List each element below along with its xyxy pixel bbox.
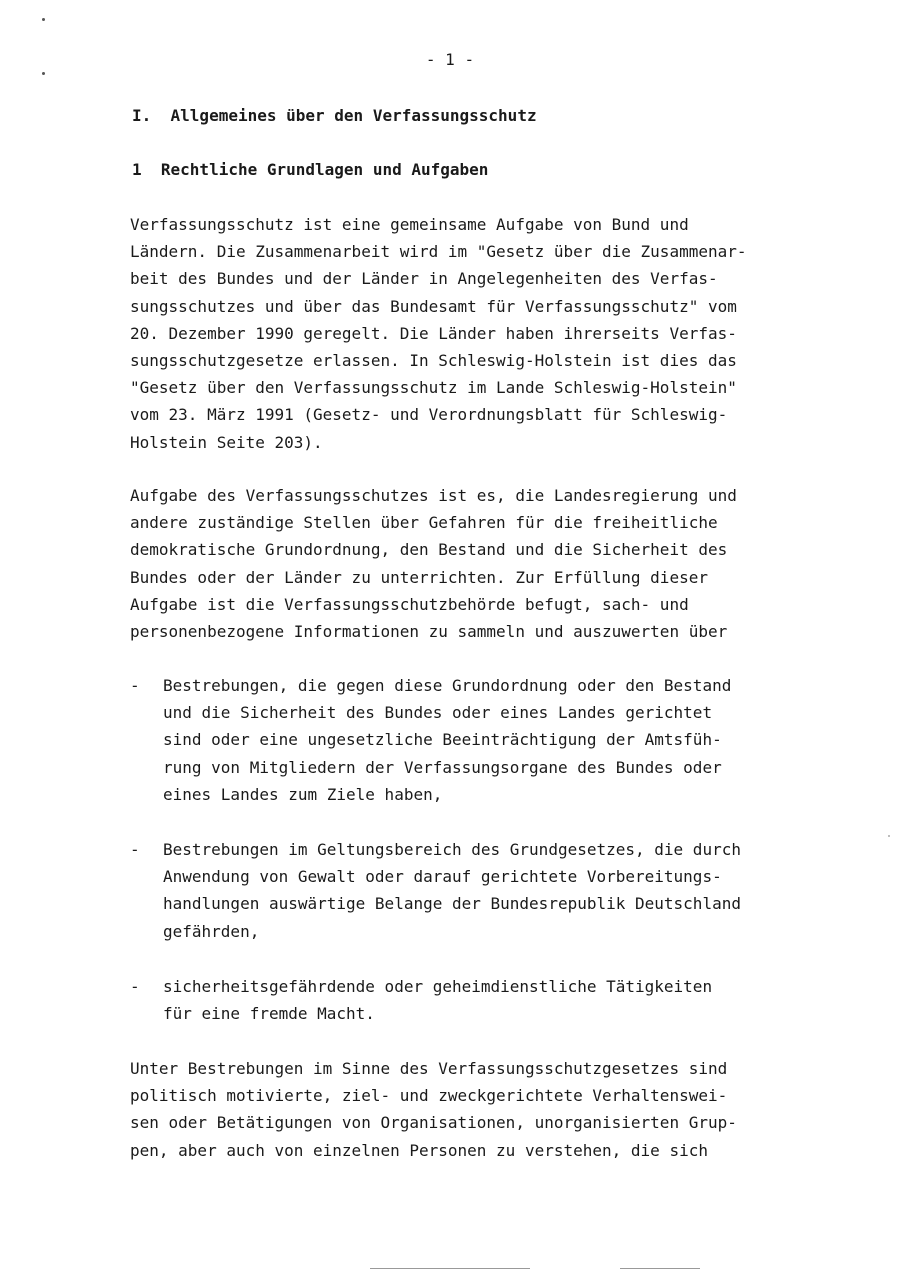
text-line: "Gesetz über den Verfassungsschutz im Lande Schleswig-Holstein" — [130, 378, 737, 398]
scan-speck — [42, 72, 45, 75]
paragraph-2 — [130, 482, 850, 645]
scan-speck — [42, 18, 45, 21]
text-line: andere zuständige Stellen über Gefahren für die freiheitliche — [130, 513, 718, 533]
text-line: handlungen auswärtige Belange der Bundesrepublik Deutschland — [163, 894, 741, 914]
text-line: demokratische Grundordnung, den Bestand und die Sicherheit des — [130, 540, 728, 560]
text-line: pen, aber auch von einzelnen Personen zu verstehen, die sich — [130, 1140, 708, 1160]
section-heading: I. Allgemeines über den Verfassungsschutz — [132, 106, 537, 125]
text-line: rung von Mitgliedern der Verfassungsorgane des Bundes oder — [163, 757, 722, 777]
text-line: sungsschutzgesetze erlassen. In Schleswig-Holstein ist dies das — [130, 350, 737, 370]
text-line: Bestrebungen im Geltungsbereich des Grundgesetzes, die durch — [163, 840, 741, 859]
text-line: politisch motivierte, ziel- und zweckgerichtete Verhaltenswei- — [130, 1086, 728, 1106]
text-line: sungsschutzes und über das Bundesamt für Verfassungsschutz" vom — [130, 296, 737, 316]
text-line: eines Landes zum Ziele haben, — [163, 784, 443, 804]
text-line: Unter Bestrebungen im Sinne des Verfassungsschutzgesetzes sind — [130, 1059, 728, 1078]
text-line: Aufgabe ist die Verfassungsschutzbehörde befugt, sach- und — [130, 594, 689, 614]
paragraph-1 — [130, 211, 850, 456]
bullet-marker: - — [130, 676, 140, 695]
text-line: Aufgabe des Verfassungsschutzes ist es, die Landesregierung und — [130, 486, 737, 505]
scan-speck — [888, 835, 890, 837]
text-line: gefährden, — [163, 921, 260, 941]
text-line: sicherheitsgefährdende oder geheimdienstliche Tätigkeiten — [163, 977, 713, 996]
bullet-marker: - — [130, 840, 140, 859]
text-line: sen oder Betätigungen von Organisationen, unorganisierten Grup- — [130, 1113, 737, 1133]
text-line: und die Sicherheit des Bundes oder eines Landes gerichtet — [163, 703, 713, 723]
text-line: sind oder eine ungesetzliche Beeinträchtigung der Amtsfüh- — [163, 730, 722, 750]
text-line: für eine fremde Macht. — [163, 1004, 375, 1024]
text-line: Ländern. Die Zusammenarbeit wird im "Gesetz über die Zusammenar- — [130, 242, 747, 262]
text-line: personenbezogene Informationen zu sammeln und auszuwerten über — [130, 621, 728, 641]
paragraph-3 — [130, 1055, 850, 1164]
subsection-heading: 1 Rechtliche Grundlagen und Aufgaben — [132, 160, 489, 179]
text-line: Verfassungsschutz ist eine gemeinsame Aufgabe von Bund und — [130, 215, 689, 234]
text-line: Holstein Seite 203). — [130, 432, 323, 452]
bullet-marker: - — [130, 977, 140, 996]
text-line: Bundes oder der Länder zu unterrichten. Zur Erfüllung dieser — [130, 567, 708, 587]
text-line: beit des Bundes und der Länder in Angelegenheiten des Verfas- — [130, 269, 718, 289]
text-line: vom 23. März 1991 (Gesetz- und Verordnungsblatt für Schleswig- — [130, 405, 728, 425]
text-line: Bestrebungen, die gegen diese Grundordnung oder den Bestand — [163, 676, 732, 695]
page-number: - 1 - — [425, 50, 475, 69]
scan-artifact — [370, 1268, 530, 1269]
scan-artifact — [620, 1268, 700, 1269]
text-line: Anwendung von Gewalt oder darauf gerichtete Vorbereitungs- — [163, 867, 722, 887]
text-line: 20. Dezember 1990 geregelt. Die Länder haben ihrerseits Verfas- — [130, 323, 737, 343]
